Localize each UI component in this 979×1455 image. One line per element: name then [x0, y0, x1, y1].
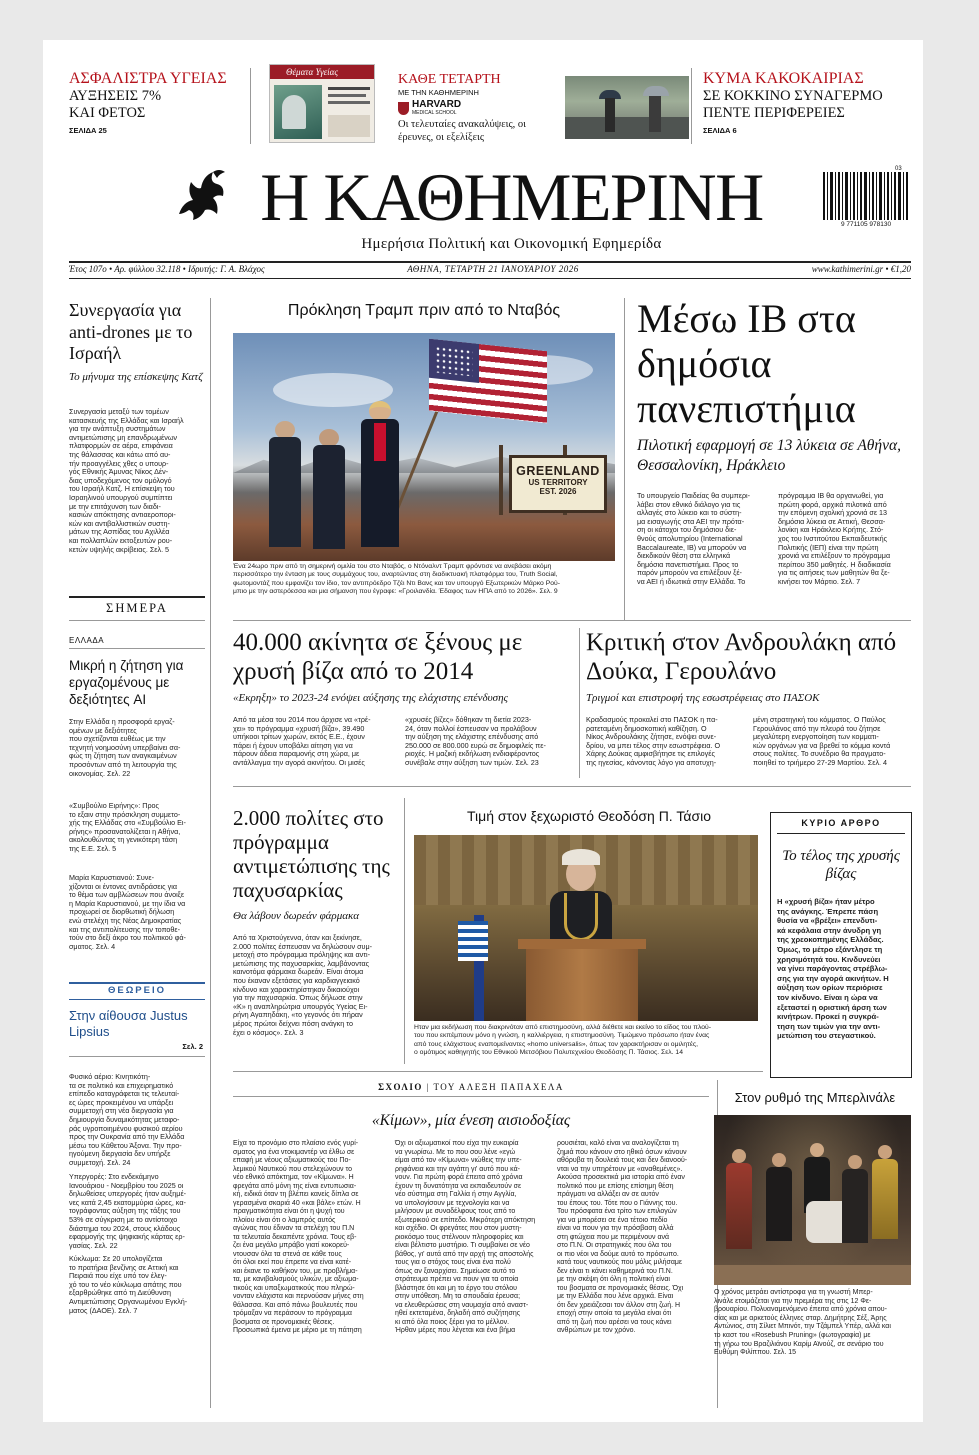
pasok-text-col2: μένη στρατηγική του κόμματος. Ο Παύλος Γερουλάνος από την πλευρά του ζήτησε μεγαλύτερη ενεργοποίηση των κομματι- κών οργάνων για να βρεθεί το κόμμα κοντά στους πολίτες. Το συνέδριο θα πραγματο- ποιηθεί το τριήμερο 27-29 Μαρτίου. Σελ. 4 [753, 715, 891, 767]
barcode-number: 9 771105 978130 [840, 221, 892, 228]
visa-headline[interactable]: 40.000 ακίνητα σε ξένους με χρυσή βίζα από το 2014 [233, 629, 523, 685]
item-overtime-text[interactable]: Υπεργορές: Στο ενδεκάμηνο Ιανουάριου - Νοεμβρίου του 2025 οι δηλωθείσες υπεργορές ήταν αυξημέ- νες κατά 2,45 εκατομμύρια ώρες, κα- τογράφοντας αύξηση της τάξης του 53% σε σύγκριση με το αντίστοιχο διάστημα του 2024, στους κλάδους εφαρμογής της ψηφιακής κάρτας ερ- γασίας. Σελ. 22 [69, 1172, 187, 1250]
sign-line3: EST. 2026 [539, 487, 577, 496]
sign-line2: US TERRITORY [528, 478, 588, 487]
teaser-text: Οι τελευταίες ανακαλύψεις, οι έρευνες, οι εξελίξεις [398, 119, 526, 143]
item-gas-text[interactable]: Φυσικό αέριο: Κινητικότη- τα σε πολιτικό και επιχειρηματικό επίπεδο καταγράφεται τις τελευταί- ες ώρες προκειμένου να υπάρξει συμμετοχή στη νέα διεργασία για δημιουργία δυναμικότητας μεταφο- ράς υγροποιημένου φυσικού αερίου προς την Ουκρανία από την Ελλάδα μέσω του Κάθετου Άξονα. Την προ- ηγούμενη διεργασία δεν υπήρξε συμμετοχή. Σελ. 24 [69, 1072, 185, 1167]
obesity-text: Από τα Χριστούγεννα, όταν και ξεκίνησε, 2.000 πολίτες έσπευσαν να δηλώσουν συμ- μετοχή στο πρόγραμμα πρόληψης και αντι- μετώπισης της παχυσαρκίας, λαμβάνοντας καινοτόμα φάρμακα δωρεάν. Είναι άτομα που έκαναν εξετάσεις για καρδιαγγειακό κίνδυνο και χαρακτηρίστηκαν δικαιούχοι για την παχυσαρκία. Όπως δήλωσε στην «Κ» η αναπληρώτρια υπουργός Υγείας Ει- ρήνη Αγαπηδάκη, «το γεγονός ότι πήραν μέρος πρώτοι δείχνει πόση ανάγκη το έχει ο κόσμος». Σελ. 3 [233, 933, 373, 1037]
theatre-headline[interactable]: Στον ρυθμό της Μπερλινάλε [734, 1090, 896, 1105]
issue-price: www.kathimerini.gr • €1,20 [811, 264, 911, 274]
teaser-harvard-health[interactable] [398, 72, 548, 144]
harvard-logo [398, 100, 548, 116]
berlinale-cast-photo-image[interactable] [714, 1115, 911, 1285]
us-flag-icon [429, 339, 547, 423]
obesity-subheadline: Θα λάβουν δωρεάν φάρμακα [233, 910, 360, 922]
theoreio-page: Σελ. 2 [182, 1042, 203, 1051]
storm-photo-image[interactable] [565, 76, 689, 139]
magazine-title: Θέματα Υγείας [286, 67, 339, 77]
newspaper-front-page [43, 40, 923, 1422]
lead-left-title[interactable]: Συνεργασία για anti-drones με το Ισραήλ [69, 300, 193, 363]
theatre-caption: Ο χρόνος μετράει αντίστροφα για τη γνωστή Μπερ- λινάλε ετοιμάζεται για την πρεμιέρα της στις 12 Φε- βρουαρίου. Πολυαναμενόμενο έπειτα από χρόνια απου- σίας και με αρκετούς έλληνες σταρ. Δημήτρης Σέξ, Άρης Αντώνιος, στη Σίλιετ Μπινότ, την Τζάμπελ Υπέρ, αλλά και το καστ του «Rosebush Pruning» (φωτογραφία) με τη γήρω του Βραζιλιάνου Καρίμ Αϊνούζ, σε σενάριο του Ευθύμη Φιλίππου. Σελ. 15 [714, 1289, 891, 1357]
item-karystianou-text[interactable]: Μαρία Καρυστιανού: Συνε- χίζονται οι έντονες αντιδράσεις για το θέμα των αμβλώσεων που άνοιξε η Μαρία Καρυστιανού, με την ίδια να προχωρεί σε διορθωτική δήλωση ενώ στελέχη της Νέας Δημοκρατίας και της αντιπολίτευσης την τοποθε- τούν στο δεξί άκρο του πολιτικού φά- σματος. Σελ. 4 [69, 873, 186, 951]
today-label: ΣΗΜΕΡΑ [106, 601, 168, 615]
item-ai-title[interactable]: Μικρή η ζήτηση για εργαζομένους με δεξιότητες AI [69, 658, 184, 707]
photo1-caption: Ένα 24ωρο πριν από τη σημερινή ομιλία του στο Νταβός, ο Ντόναλντ Τραμπ φρόντισε να ανεβάσει ακόμη περισσότερο την ένταση με τους συμμάχους του, αναρτώντας στη διαδικτυακή πλατφόρμα του, Truth Social, φωτομοντάζ που εμφανίζει τον ίδιο, τον αντιπρόεδρο Τζέι Ντι Βανς και τον υπουργό Εξωτερικών Μάρκο Ρού- μπιο με την αστερόεσσα και μια σήμανση που έγραφε: «Γροιλανδία. Έδαφος των ΗΠΑ από το 2026». Σελ. 9 [233, 563, 560, 596]
editorial-label: ΚΥΡΙΟ ΑΡΘΡΟ [801, 818, 881, 828]
visa-subheadline: «Εκρηξη» το 2023-24 ενόψει αύξησης της ελάχιστης επένδυσης [233, 692, 509, 704]
ib-text-col1: Το υπουργείο Παιδείας θα συμπερι- λάβει στον εθνικό διάλογο για τις αλλαγές στο λύκειο και το σύστη- μα εισαγωγής στα ΑΕΙ την πρότα- ση οι κάτοχοι του δημόσιου διε- θνούς απολυτηρίου (International Baccalaureate, IB) να μπορούν να διεκδικούν θέση στα ελληνικά δημόσια πανεπιστήμια. Προς το παρόν μπορούν να επιλέξουν ξέ- να ΑΕΙ ή ιδιωτικά στην Ελλάδα. Το [637, 491, 751, 586]
comment-text-col2: Όχι οι αξιωματικοί που είχα την ευκαιρία να γνωρίσω. Με το που σου λένε «εγώ είμαι από τον «Κίμωνα» νιώθεις την υπε- ρηφάνεια και την αγάπη γι' αυτό που κά- νουν. Για πρώτη φορά έπειτα από χρόνια έχουν τη δυνατότητα να εκπαιδευτούν σε νέο σύστημα στη Γαλλία ή στην Αγγλία, να υπολογίσουν με τεχνολογία και να μιλήσουν με συναδέλφους τους από το εξωτερικού σε επίπεδο. Μικρότερη απόκτηση και σχέδιο. Οι φρεγάτες που στον μυστη- ριοκόσμο τους στέλνουν πληροφορίες και είναι βέλτιστο μυστήριο. Τι συμβαίνει σε νέο βάθος, γι' αυτά από την αρχή της αποστολής τους για ο στόχος τους είναι ένα πολύ όπως αν ξαναρχίσει. Σημείωσε αυτό το στράτευμα πρέπει να πουν για τα οποία βλάστησε ότι και μη το έργο του στόλου στην υπόθεση. Μη τα σπουδαία έρευσα; να ελευθερώσεις στη ναυμαχία από αναστ- ηθεί εκτεταμένα, δηλαδή από συζήτησης κι από όλα ποιος ξέρει για το μέλλον. Ήρθαν μέρες που λέγεται και ένα βήμα [395, 1140, 536, 1334]
harvard-shield-icon [398, 102, 409, 115]
theoreio-title[interactable]: Στην αίθουσα Justus Lipsius [69, 1008, 188, 1039]
barcode [821, 172, 911, 220]
masthead-title: Η ΚΑΘΗΜΕΡΙΝΗ [260, 159, 763, 235]
teaser-title: ΑΣΦΑΛΙΣΤΡΑ ΥΓΕΙΑΣ [69, 70, 227, 87]
photo1-headline[interactable]: Πρόκληση Τραμπ πριν από το Νταβός [287, 302, 561, 319]
griffin-logo-icon [173, 166, 229, 224]
lead-left-sub: Το μήνυμα της επίσκεψης Κατζ [69, 371, 203, 383]
comment-text-col3: ρουσιέται, καλό είναι να αναλογίζεται τη ζημιά που κάνουν στο ηθικό όσων κάνουν αθόρυβα τη δουλειά τους και δεν διανοού- νται να την υπηρέτουν με «αναθεμένες». Ακούσα προσεκτικά μια ιστορία από έναν πολιτικό που με επίσης επίσημη θέση πράγματι να αλλάξει αν σε αυτόν του έπους του. Τότε που ο Γιάννης του. Του πρόσφατα ένα τρίτο των επιλογών για να μπορέσει σε ένα τέτοιο πεδίο είναι να πουν για την πρόσβαση αλλά στη φτώχεια που με περιμένουν ανά στο Π.Ν. Οι στρατηγικές που όλα του οι πιο νέοι να δούμε αυτό το πρόσωπο. κατά τους ναυτικούς που μόλις μιλήσαμε δεν είναι τι κάνει καθημερινά του Π.Ν. με την σκέψη ότι όλη η πολιτική είναι του βοσματα σε προνομιακές θέσεις. Όχι με την Ελλάδα που λένε αρχικά. Είναι ότι δεν χρειάζεσαι τον άλλον στη ζωή. Η εποχή στην οποία τα μεγάλα είναι ότι από τη ζωή που αρέσει να τους κάνει ανθρώπων με τον χρόνο. [557, 1140, 688, 1334]
harvard-brand-sub: MEDICAL SCHOOL [412, 110, 457, 116]
photo2-headline[interactable]: Τιμή στον ξεχωριστό Θεοδόση Π. Τάσιο [467, 808, 711, 824]
teaser-title: ΚΑΘΕ ΤΕΤΑΡΤΗ [398, 72, 501, 87]
visa-text-col1: Από τα μέσα του 2014 που άρχισε να «τρέ- χει» το πρόγραμμα «χρυσή βίζα», 39.490 υπήκοοι τρίτων χωρών, εκτός Ε.Ε., έχουν πάρει ή έχουν υποβάλει αίτηση για να πάρουν άδεια παραμονής στη χώρα, με αντάλλαγμα την αγορά ακινήτου. Οι μισές [233, 715, 371, 767]
harvard-brand: HARVARD [412, 99, 462, 110]
theoreio-label: ΘΕΩΡΕΙΟ [107, 985, 167, 996]
editorial-box[interactable] [770, 812, 912, 1078]
visa-text-col2: «χρυσές βίζες» δόθηκαν τη διετία 2023- 24, όταν πολλοί έσπευσαν να προλάβουν την αύξηση της ελάχιστης επένδυσης από 250.000 σε 800.000 ευρώ σε δημοφιλείς πε- ριοχές. Η μαζική εκδήλωση ενδιαφέροντος συνέβαλε στην αύξηση των τιμών. Σελ. 23 [405, 715, 546, 767]
comment-author: ΤΟΥ ΑΛΕΞΗ ΠΑΠΑΧΕΛΑ [433, 1082, 564, 1092]
greenland-photo-image[interactable] [233, 333, 615, 561]
comment-title[interactable]: «Κίμων», μία ένεση αισιοδοξίας [371, 1112, 571, 1129]
lead-left-text: Συνεργασία μεταξύ των τομέων κατασκευής της Ελλάδας και Ισραήλ για την ανάπτυξη συστημάτων αντιμετώπισης μη επανδρωμένων πλατφορμών σε αέρα, επιφάνεια της θάλασσας και κάτω από αυ- τήν προαγγέλεις χθες ο υπουρ- γός Εθνικής Άμυνας Νίκος Δέν- διας υποδεχόμενος τον ομόλογό του Ισραήλ Κατζ. Η επίσκεψη του Ισραηλινού υπουργού συμπίπτει με την επιτάχυνση των διαδι- κασιών απόκτησης αντιαεροπορι- κών και αντιβαλλιστικών συστη- μάτων της Ασπίδας του Αχιλλέα και πολλαπλών εκτοξευτών ρου- κετών υψηλής ακρίβειας. Σελ. 5 [69, 407, 184, 554]
greenland-sign [509, 455, 607, 513]
sign-line1: GREENLAND [516, 464, 600, 478]
teaser-health-insurance[interactable] [69, 70, 229, 135]
teaser-storm[interactable] [703, 70, 903, 135]
editorial-text: Η «χρυσή βίζα» ήταν μέτρο της ανάγκης. Έπρεπε πάση θυσία να «βρέξει» επενδυτι- κά κεφάλαια στην άνυδρη γη της χρεοκοπημένης Ελλάδας. Όμως, το μέτρο εξάντλησε τη χρησιμότητά του. Κινδυνεύει να γίνει παράγοντας στρέβλω- σης για την αγορά ακινήτων. Η αύξηση των ορίων περιόρισε τον κίνδυνο. Είναι η ώρα να εξεταστεί η οριστική άρση των κινήτρων. Προκεί η συγκρά- τηση των τιμών για την αντι- μετώπιση του στεγαστικού. [777, 897, 889, 1041]
barcode-issue: 03 [895, 166, 902, 172]
pasok-subheadline: Τριγμοί και επιστροφή της εσωστρέφειας στο ΠΑΣΟΚ [586, 692, 820, 704]
section-label-greece: ΕΛΛΑΔΑ [69, 636, 105, 645]
comment-label: ΣΧΟΛΙΟ [378, 1082, 423, 1092]
teaser-sub: ΑΥΞΗΣΕΙΣ 7% ΚΑΙ ΦΕΤΟΣ [69, 88, 162, 121]
ib-headline[interactable]: Μέσω ΙΒ στα δημόσια πανεπιστήμια [637, 296, 856, 431]
item-ai-text: Στην Ελλάδα η προσφορά εργαζ- ομένων με δεξιότητες που σχετίζονται ευθέως με την τεχνητή νοημοσύνη υπερβαίνει σα- φώς τη ζήτηση των αναγκαιμένων προσόντων από τη λειτουργία της οικονομίας. Σελ. 22 [69, 717, 181, 778]
comment-byline: ΣΧΟΛΙΟ | ΤΟΥ ΑΛΕΞΗ ΠΑΠΑΧΕΛΑ [378, 1082, 564, 1092]
pasok-text-col1: Κραδασμούς προκαλεί στο ΠΑΣΟΚ η πα- ρατεταμένη δημοσκοπική καθίζηση. Ο Νίκος Ανδρουλάκης ζήτησε, ενόψει συνε- δρίου, να μπει τέλος στην εσωστρέφεια. Ο Χάρης Δούκας αμφισβήτησε τις επιλογές της ηγεσίας, κάνοντας λόγο για αποτυχη- [586, 715, 721, 767]
ib-text-col2: πρόγραμμα ΙΒ θα οργανωθεί, για πρώτη φορά, αρχικά πιλοτικά από την επόμενη σχολική χρονιά σε 13 δημόσια λύκεια σε Αττική, Θεσσα- λονίκη και Ηράκλειο Κρήτης. Στό- χος του Ινστιτούτου Εκπαιδευτικής Πολιτικής (ΙΕΠ) είναι την πρώτη χρονιά να επιλέξουν το πρόγραμμα περίπου 350 μαθητές. Η διαδικασία για τις αιτήσεις των μαθητών θα ξε- κινήσει τον Μάρτιο. Σελ. 7 [778, 491, 891, 586]
magazine-cover-image[interactable] [269, 64, 375, 143]
issue-info: Έτος 107ο • Αρ. φύλλου 32.118 • Ιδρυτής: Γ. Α. Βλάχος [69, 264, 265, 274]
teaser-page: ΣΕΛΙΔΑ 25 [69, 126, 107, 135]
item-peace-council-text[interactable]: «Συμβούλιο Ειρήνης»: Προς το εξαιν στην πρόσκληση συμμετο- χής της Ελλάδας στο «Συμβούλιο Ει- ρήνης» προσανατολίζεται η Αθήνα, ακολουθώντας τη γενικότερη τάση της Ε.Ε. Σελ. 5 [69, 801, 186, 853]
pasok-headline[interactable]: Κριτική στον Ανδρουλάκη από Δούκα, Γερουλάνο [586, 629, 897, 685]
tasios-photo-image[interactable] [414, 835, 758, 1021]
masthead-subtitle: Ημερήσια Πολιτική και Οικονομική Εφημερίδα [361, 236, 662, 252]
issue-date: ΑΘΗΝΑ, ΤΕΤΑΡΤΗ 21 ΙΑΝΟΥΑΡΙΟΥ 2026 [407, 264, 579, 274]
item-fuel-ring-text[interactable]: Κύκλωμα: Σε 20 υπολογίζεται το πρατήρια βενζίνης σε Αττική και Πειραιά που είχε υπό τον έλεγ- χό του το νέο κύκλωμα απάτης που εξαρθρώθηκε από τη Διεύθυνση Αντιμετώπισης Οργανωμένου Εγκλή- ματος (ΔΑΟΕ). Σελ. 7 [69, 1254, 188, 1315]
editorial-title: Το τέλος της χρυσής βίζας [782, 848, 900, 882]
teaser-title: ΚΥΜΑ ΚΑΚΟΚΑΙΡΙΑΣ [703, 70, 864, 87]
comment-text-col1: Είχα το προνόμιο στο πλαίσιο ενός γυρί- σματος για ένα ντοκιμαντέρ να έλθω σε επαφή με νέους αξιωματικούς του Πο- λεμικού Ναυτικού που στελεχώνουν το νέο εθνικό απόκτημα, τον «Κίμωνα». Η φρεγάτα από μόνη της είναι εντυπωσια- κή, ειδικά όταν τη βλέπει κανείς δίπλα σε γερασμένα σκαριά 40 «και βάλε» ετών. Η πραγματικότητα είναι ότι η ψυχή του πλοίου είναι ότι ο λαμπρός αυτός αγώνας που έδιναν τα στελέχη του Π.Ν τα τελευταία δεκαπέντε χρόνια. Τους εβ- ζει ένα μεγάλο μπράβο γιατί κοκορεύ- ντουσαν όλα τα στενά σε κάθε τους ότι όλοι εκεί που έπρεπε να είναι κατέ- και έκανε το καθήκον του, με προβλήμα- τα, με κανιβαλισμούς υλικών, με αξιωμα- τικούς και υπαξιωματικούς που πληρώ- νονταν ελάχιστα και περνούσαν μήνες στη θάλασσα. Και από πάνω βουλευτές που τρόμαξαν να περάσουν το πρόγραμμα βοσματα σε προνομιακές θέσεις. Προσωπικά έμεινα με μέριο με τη πάτηση [233, 1140, 364, 1334]
teaser-page: ΣΕΛΙΔΑ 6 [703, 126, 737, 135]
teaser-sub: ΜΕ ΤΗΝ ΚΑΘΗΜΕΡΙΝΗ [398, 88, 479, 97]
teaser-sub: ΣΕ ΚΟΚΚΙΝΟ ΣΥΝΑΓΕΡΜΟ ΠΕΝΤΕ ΠΕΡΙΦΕΡΕΙΕΣ [703, 88, 883, 121]
photo2-caption: Ηταν μια εκδήλωση που διακρινόταν από επιστημοσύνη, αλλά διέθετε και εκείνο το είδος του πλού- του που εκπέμπουν μόνο η γνώση, η καλλιέργεια, η επιστημοσύνη. Τιμώμενο πρόσωπο ήταν ένας από τους ελάχιστους εναπομείναντες «homo universalis», όπως τον χαρακτήρισαν οι ομιλητές, ο ομότιμος καθηγητής του Εθνικού Μετσόβιου Πολυτεχνείου Θεοδόσης Π. Τάσιος. Σελ. 14 [414, 1024, 712, 1057]
obesity-headline[interactable]: 2.000 πολίτες στο πρόγραμμα αντιμετώπισης της παχυσαρκίας [233, 806, 390, 902]
ib-subheadline: Πιλοτική εφαρμογή σε 13 λύκεια σε Αθήνα, Θεσσαλονίκη, Ηράκλειο [637, 437, 901, 474]
